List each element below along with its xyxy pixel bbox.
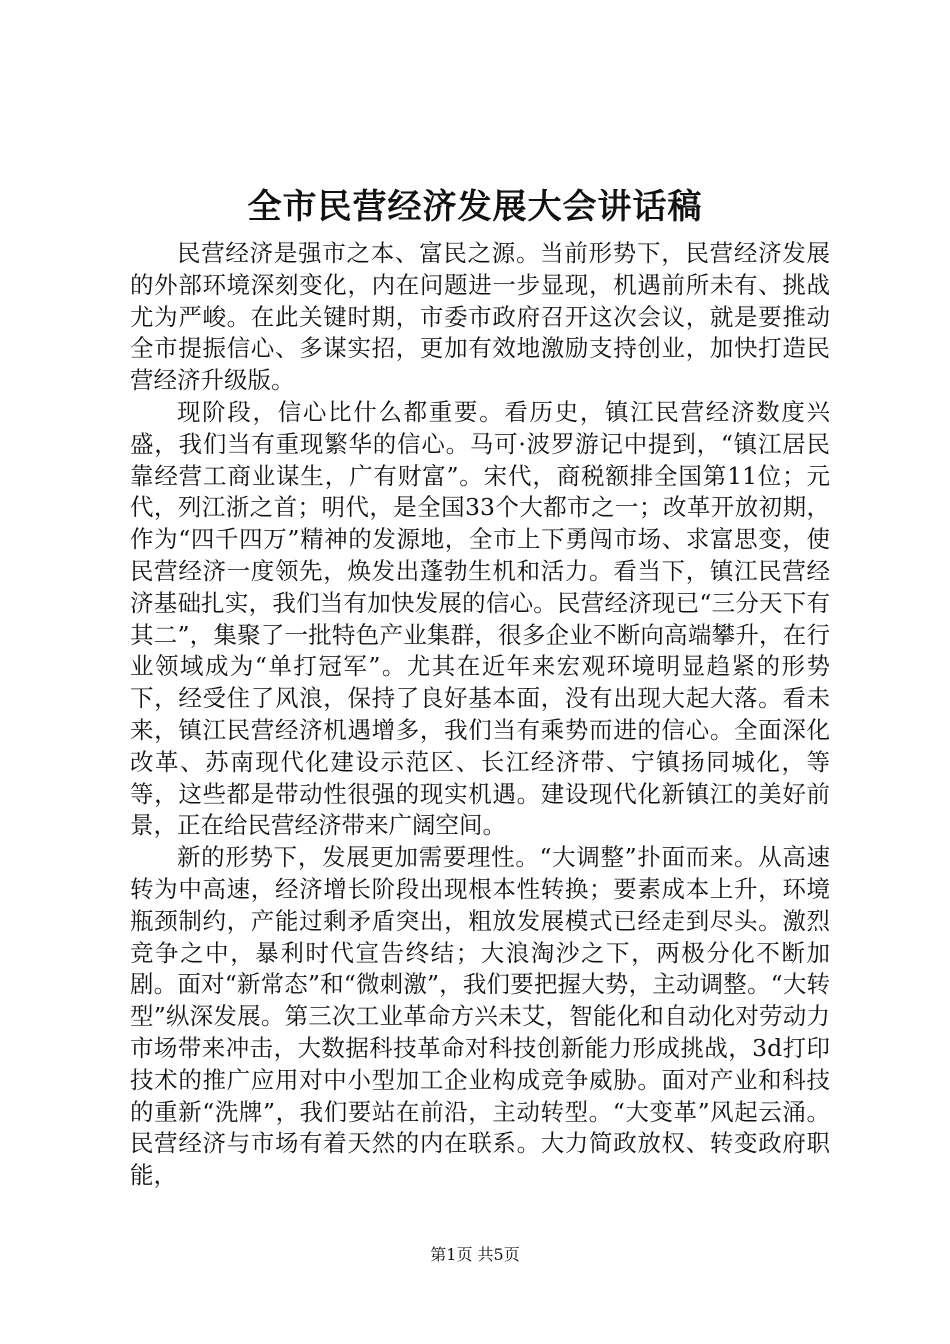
paragraph-1: 民营经济是强市之本、富民之源。当前形势下，民营经济发展的外部环境深刻变化，内在问题进一步显现，机遇前所未有、挑战尤为严峻。在此关键时期，市委市政府召开这次会议，就是要推动全市提振信心、多谋实招，更加有效地激励支持创业，加快打造民营经济升级版。 (130, 239, 830, 395)
page-footer: 第1页 共5页 (430, 1245, 520, 1264)
document-body (130, 238, 830, 1192)
document-title: 全市民营经济发展大会讲话稿 (247, 187, 703, 227)
paragraph-2: 现阶段，信心比什么都重要。看历史，镇江民营经济数度兴盛，我们当有重现繁华的信心。马可·波罗游记中提到，“镇江居民靠经营工商业谋生，广有财富”。宋代，商税额排全国第11位；元代，列江浙之首；明代，是全国33个大都市之一；改革开放初期，作为“四千四万”精神的发源地，全市上下勇闯市场、求富思变，使民营经济一度领先，焕发出蓬勃生机和活力。看当下，镇江民营经济基础扎实，我们当有加快发展的信心。民营经济现已“三分天下有其二”，集聚了一批特色产业集群，很多企业不断向高端攀升，在行业领域成为“单打冠军”。尤其在近年来宏观环境明显趋紧的形势下，经受住了风浪，保持了良好基本面，没有出现大起大落。看未来，镇江民营经济机遇增多，我们当有乘势而进的信心。全面深化改革、苏南现代化建设示范区、长江经济带、宁镇扬同城化，等等，这些都是带动性很强的现实机遇。建设现代化新镇江的美好前景，正在给民营经济带来广阔空间。 (130, 397, 830, 840)
paragraph-3: 新的形势下，发展更加需要理性。“大调整”扑面而来。从高速转为中高速，经济增长阶段出现根本性转换；要素成本上升，环境瓶颈制约，产能过剩矛盾突出，粗放发展模式已经走到尽头。激烈竞争之中，暴利时代宣告终结；大浪淘沙之下，两极分化不断加剧。面对“新常态”和“微刺激”，我们要把握大势，主动调整。“大转型”纵深发展。第三次工业革命方兴未艾，智能化和自动化对劳动力市场带来冲击，大数据科技革命对科技创新能力形成挑战，3d打印技术的推广应用对中小型加工企业构成竞争威胁。面对产业和科技的重新“洗牌”，我们要站在前沿，主动转型。“大变革”风起云涌。民营经济与市场有着天然的内在联系。大力简政放权、转变政府职能， (130, 843, 830, 1190)
